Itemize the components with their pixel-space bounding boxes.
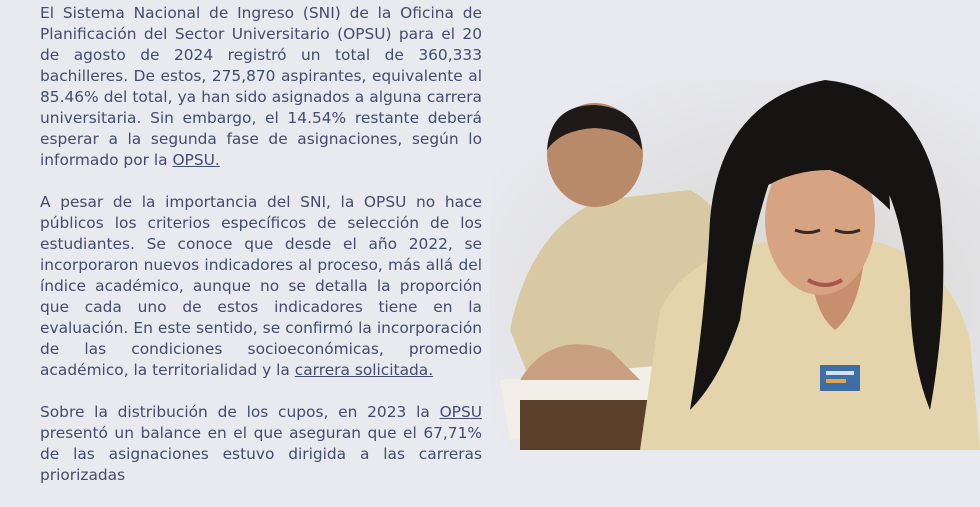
opsu-link-1[interactable]: OPSU.	[172, 151, 220, 169]
paragraph-3-text-before: Sobre la distribución de los cupos, en 2023 la	[40, 403, 440, 421]
paragraph-2-text: A pesar de la importancia del SNI, la OPSU no hace públicos los criterios específicos de selección de los estudiantes. Se conoce que desde el año 2022, se incorporaron nuevos indicadores al proceso, más allá del índice académico, aunque no se detalla la proporción que cada uno de estos indicadores tiene en la evaluación. En este sentido, se confirmó la incorporación de las condiciones socioeconómicas, promedio académico, la territorialidad y la	[40, 193, 482, 379]
paragraph-2	[40, 192, 482, 381]
carrera-solicitada-link[interactable]: carrera solicitada.	[294, 361, 434, 379]
article-body	[40, 0, 482, 507]
students-exam-photo	[490, 80, 980, 450]
paragraph-3	[40, 402, 482, 486]
paragraph-1-text: El Sistema Nacional de Ingreso (SNI) de la Oficina de Planificación del Sector Universitario (OPSU) para el 20 de agosto de 2024 registró un total de 360,333 bachilleres. De estos, 275,870 aspirantes, equivalente al 85.46% del total, ya han sido asignados a alguna carrera universitaria. Sin embargo, el 14.54% restante deberá esperar a la segunda fase de asignaciones, según lo informado por la	[40, 4, 482, 169]
paragraph-3-text-after: presentó un balance en el que aseguran que el 67,71% de las asignaciones estuvo dirigida a las carreras priorizadas	[40, 424, 482, 484]
students-illustration	[490, 80, 980, 450]
paragraph-1	[40, 3, 482, 171]
opsu-link-2[interactable]: OPSU	[439, 403, 482, 421]
